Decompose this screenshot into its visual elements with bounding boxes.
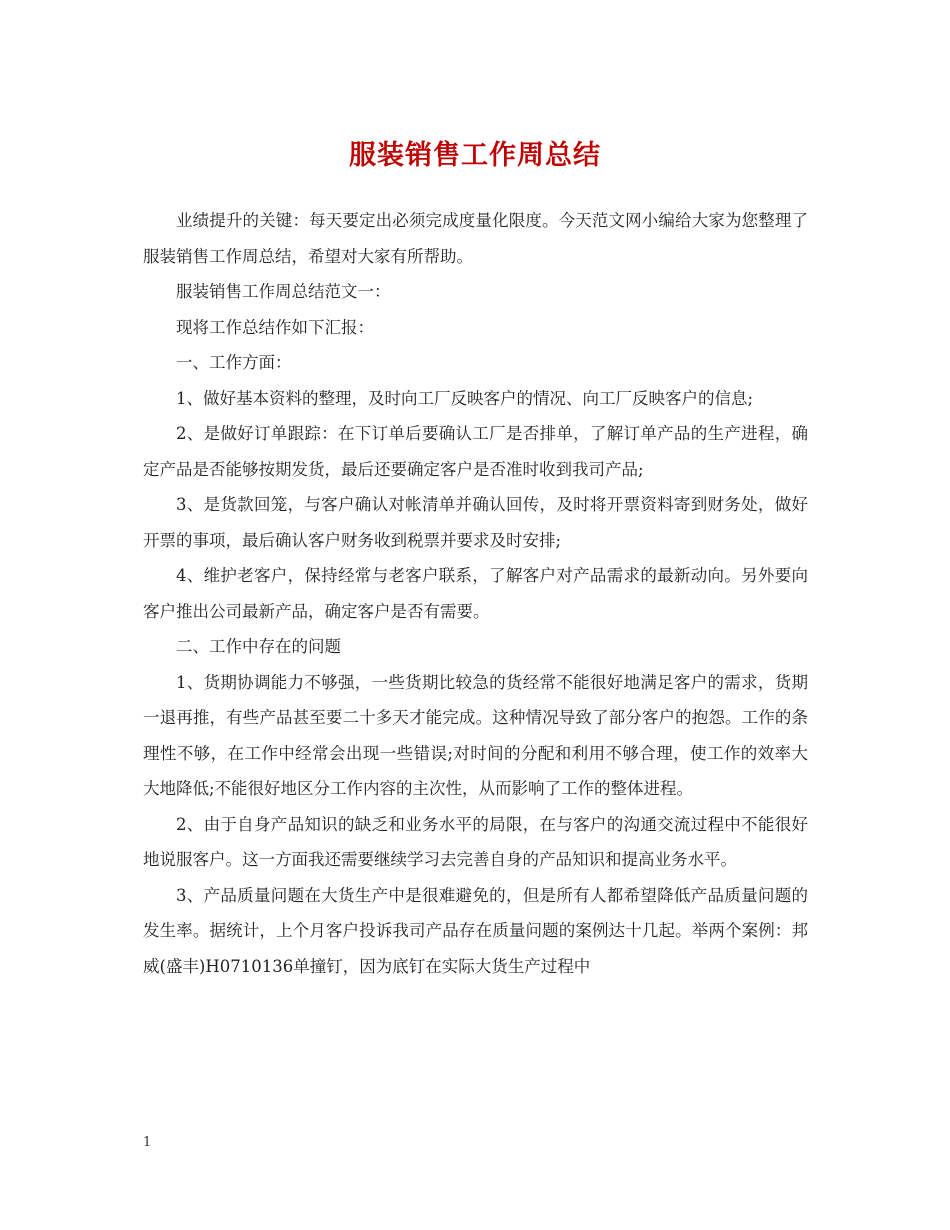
paragraph: 1、做好基本资料的整理，及时向工厂反映客户的情况、向工厂反映客户的信息; — [176, 388, 754, 408]
section-heading: 一、工作方面： — [176, 353, 292, 372]
paragraph: 业绩提升的关键：每天要定出必须完成度量化限度。今天范文网小编给大家为您整理了服装销售工作周总结，希望对大家有所帮助。 — [143, 211, 808, 266]
paragraph: 1、货期协调能力不够强，一些货期比较急的货经常不能很好地满足客户的需求，货期一退再推，有些产品甚至要二十多天才能完成。这种情况导致了部分客户的抱怨。工作的条理性不够，在工作中经常会出现一些错误;对时间的分配和利用不够合理，使工作的效率大大地降低;不能很好地区分工作内容的主次性，从而影响了工作的整体进程。 — [143, 672, 808, 798]
paragraph: 服装销售工作周总结范文一： — [176, 282, 391, 301]
document-body — [143, 203, 808, 984]
section-heading: 二、工作中存在的问题 — [176, 637, 341, 656]
paragraph: 4、维护老客户，保持经常与老客户联系，了解客户对产品需求的最新动向。另外要向客户推出公司最新产品，确定客户是否有需要。 — [143, 566, 808, 621]
paragraph: 3、是货款回笼，与客户确认对帐清单并确认回传，及时将开票资料寄到财务处，做好开票的事项，最后确认客户财务收到税票并要求及时安排; — [143, 495, 808, 550]
paragraph: 3、产品质量问题在大货生产中是很难避免的，但是所有人都希望降低产品质量问题的发生率。据统计，上个月客户投诉我司产品存在质量问题的案例达十几起。举两个案例：邦威(盛丰)H0710136单撞钉，因为底钉在实际大货生产过程中 — [143, 885, 808, 976]
paragraph: 2、是做好订单跟踪：在下订单后要确认工厂是否排单，了解订单产品的生产进程，确定产品是否能够按期发货，最后还要确定客户是否准时收到我司产品; — [143, 424, 808, 479]
paragraph: 现将工作总结作如下汇报： — [176, 317, 374, 337]
paragraph: 2、由于自身产品知识的缺乏和业务水平的局限，在与客户的沟通交流过程中不能很好地说服客户。这一方面我还需要继续学习去完善自身的产品知识和提高业务水平。 — [143, 814, 808, 869]
document-title: 服装销售工作周总结 — [349, 140, 601, 171]
page-number: 1 — [143, 1135, 152, 1150]
